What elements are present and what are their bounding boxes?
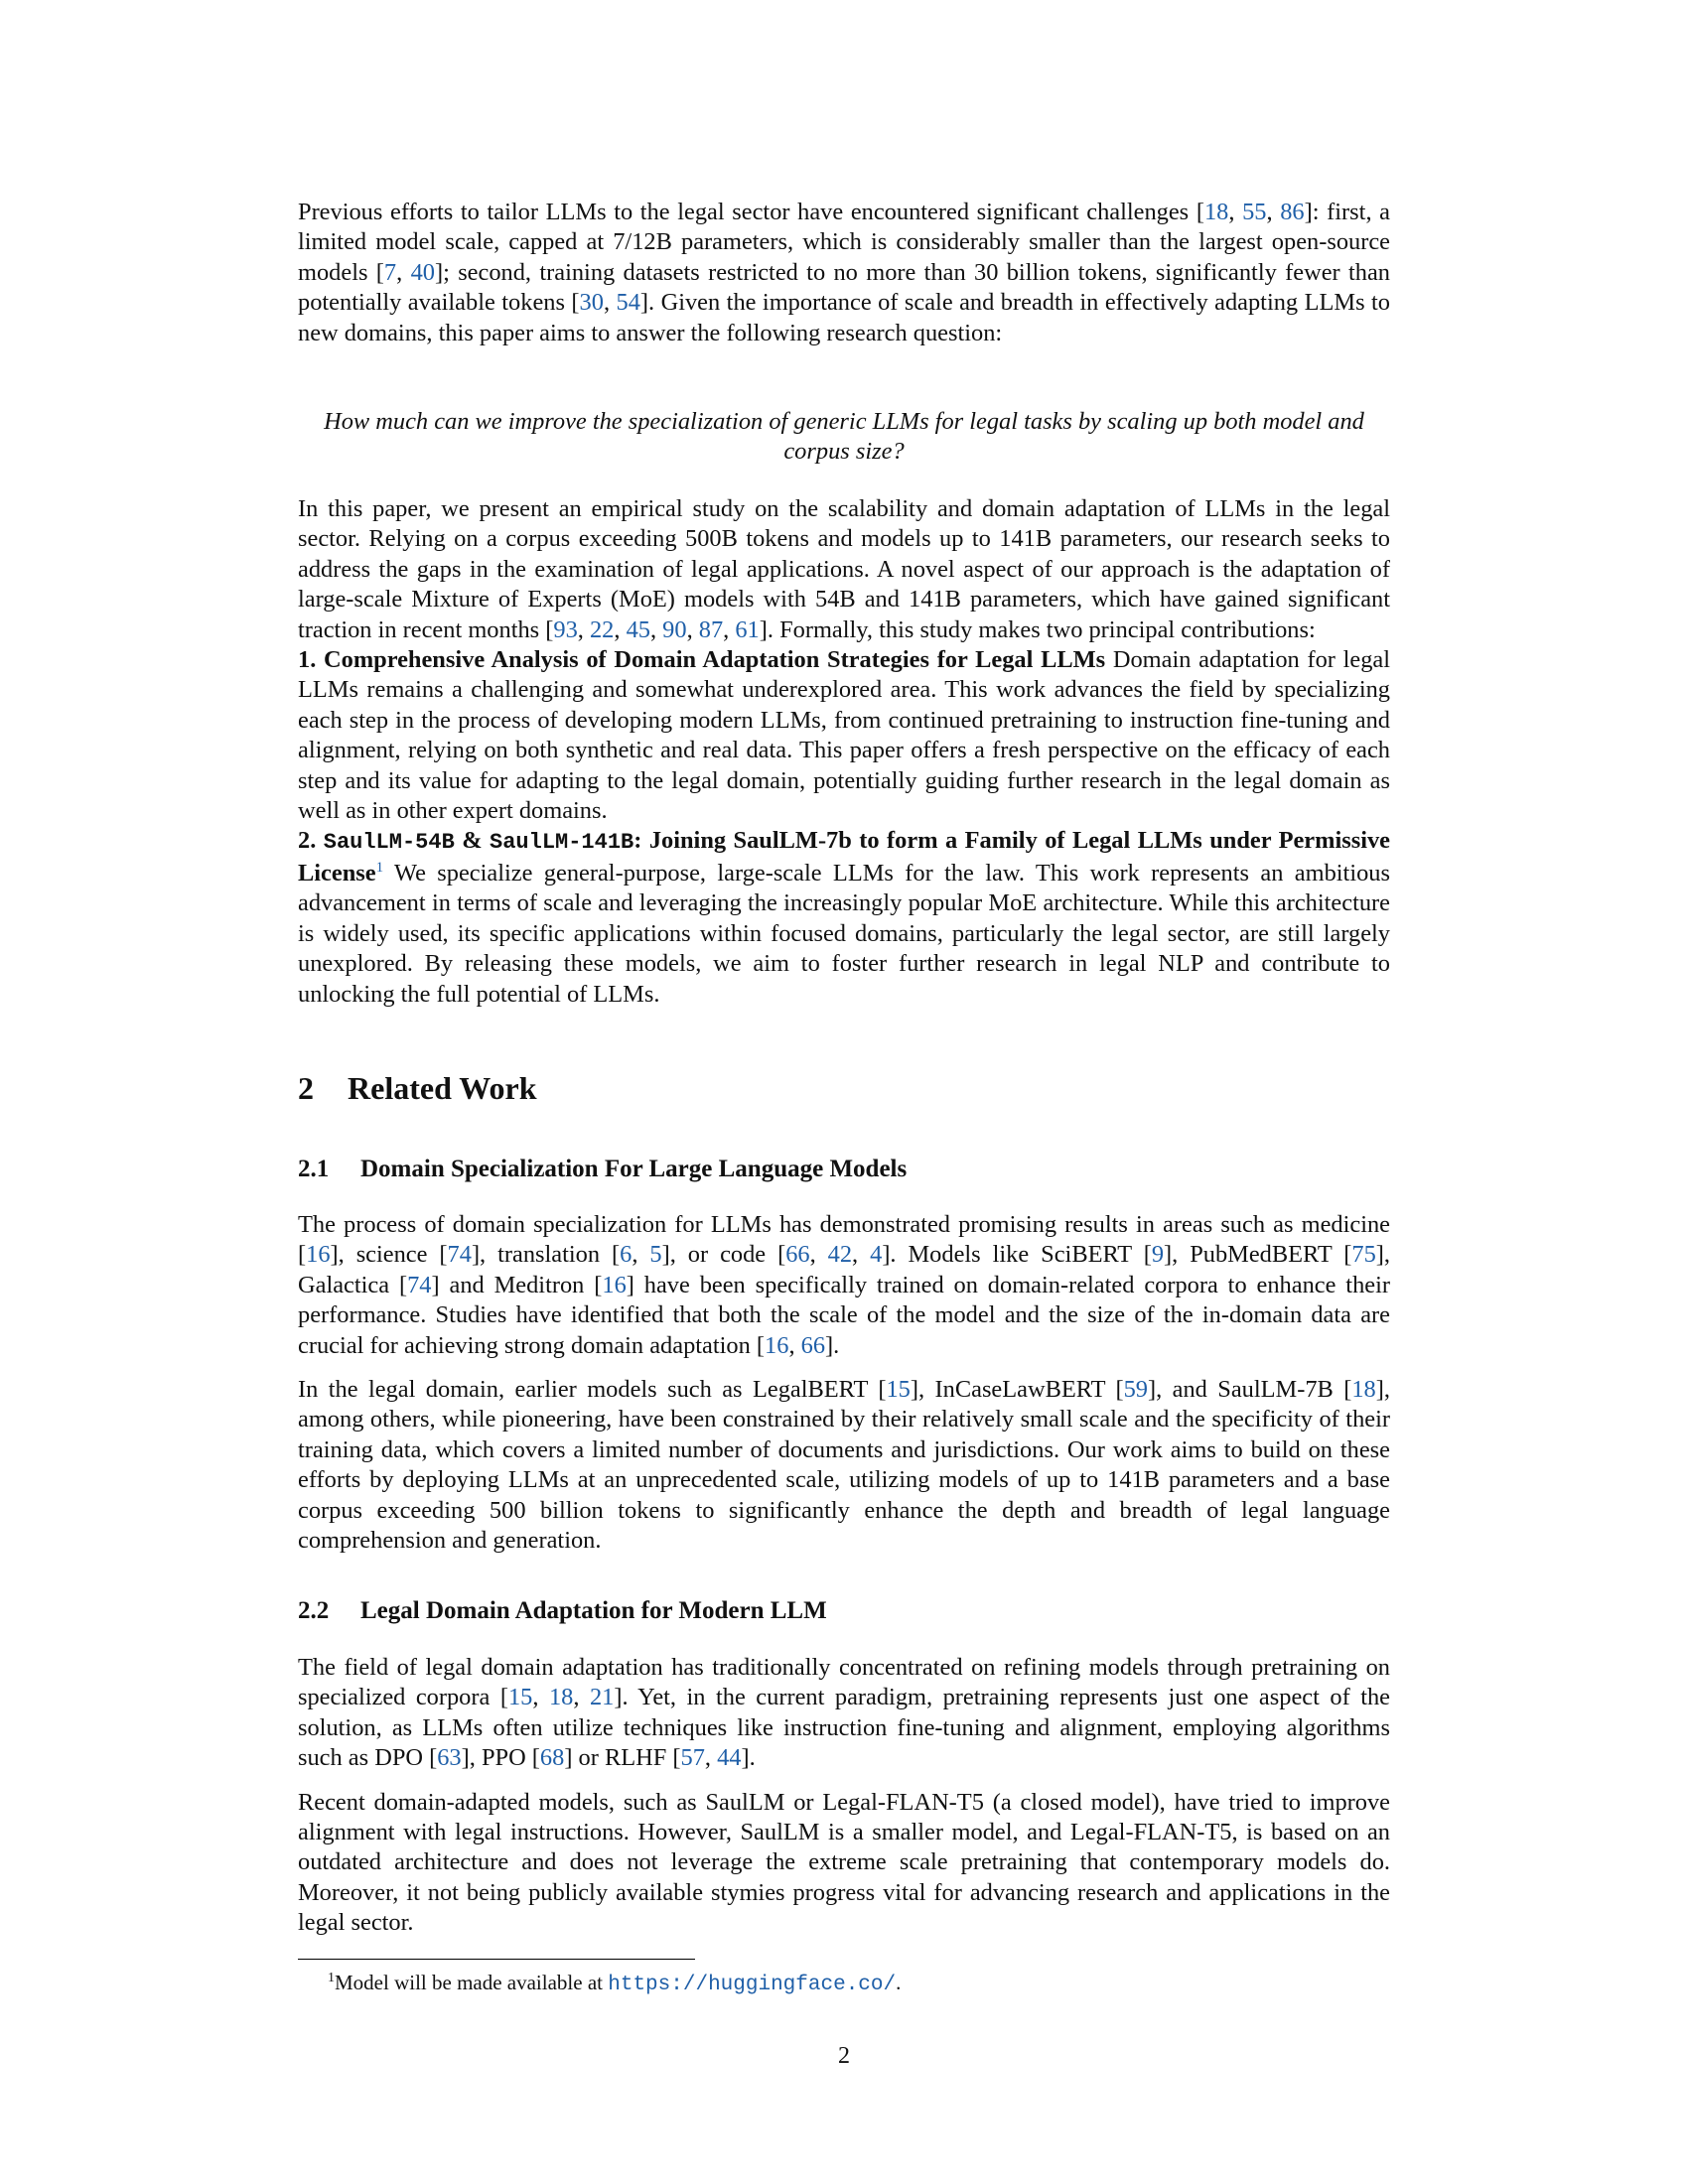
- citation-link[interactable]: 66: [785, 1241, 810, 1269]
- citation-link[interactable]: 15: [507, 1684, 533, 1711]
- citation-link[interactable]: 9: [1151, 1241, 1165, 1269]
- citation-link[interactable]: 59: [1123, 1376, 1148, 1404]
- citation-link[interactable]: 30: [579, 289, 604, 317]
- citation-link[interactable]: 75: [1351, 1241, 1376, 1269]
- citation-link[interactable]: 87: [698, 615, 724, 643]
- citation-link[interactable]: 86: [1280, 199, 1305, 225]
- citation-link[interactable]: 4: [870, 1241, 883, 1269]
- citation-link[interactable]: 68: [539, 1744, 565, 1772]
- subsection-heading: 2.2 Legal Domain Adaptation for Modern LLM: [298, 1597, 827, 1624]
- citation-link[interactable]: 7: [383, 258, 397, 286]
- citation-link[interactable]: 18: [1351, 1376, 1376, 1404]
- citation-link[interactable]: 18: [1203, 199, 1229, 225]
- contribution-2-heading: 2. SaulLM-54B & SaulLM-141B: Joining SaulLM-7b to form a Family of Legal LLMs under Permissive License: [298, 827, 1390, 887]
- citation-link[interactable]: 16: [765, 1331, 789, 1359]
- section-heading: 2 Related Work: [298, 1070, 537, 1106]
- citation-link[interactable]: 16: [602, 1271, 627, 1298]
- citation-link[interactable]: 74: [447, 1241, 472, 1269]
- intro-body: [298, 494, 1390, 1010]
- citation-link[interactable]: 16: [306, 1241, 331, 1269]
- citation-link[interactable]: 90: [662, 615, 687, 643]
- citation-link[interactable]: 61: [735, 615, 760, 643]
- subsection-2-2-body: [298, 1653, 1390, 1939]
- citation-link[interactable]: 6: [620, 1241, 633, 1269]
- paragraph: The field of legal domain adaptation has traditionally concentrated on refining models through pretraining on specialized corpora [15, 18, 21]. Yet, in the current paradigm, pretraining represents just one aspect of the solution, as LLMs often utilize techniques like instruction fine-tuning and alignment, employing algorithms such as DPO [63], PPO [68] or RLHF [57, 44].: [298, 1654, 1390, 1772]
- citation-link[interactable]: 40: [410, 258, 435, 286]
- citation-link[interactable]: 21: [589, 1684, 615, 1711]
- model-name-code: SaulLM-54B: [323, 830, 455, 856]
- citation-link[interactable]: 93: [553, 615, 578, 643]
- page-number: 2: [838, 2043, 850, 2069]
- paragraph: In the legal domain, earlier models such as LegalBERT [15], InCaseLawBERT [59], and SaulLM-7B [18], among others, while pioneering, have been constrained by their relatively small scale and the specificity of their training data, which covers a limited number of documents and jurisdictions. Our work aims to build on these efforts by deploying LLMs at an unprecedented scale, utilizing models of up to 141B parameters and a base corpus exceeding 500 billion tokens to significantly enhance the depth and breadth of legal language comprehension and generation.: [298, 1376, 1390, 1555]
- footnote-rule: [298, 1959, 695, 1960]
- citation-link[interactable]: 44: [717, 1744, 742, 1772]
- footnote-marker[interactable]: 1: [375, 859, 384, 876]
- intro-paragraph-1: Previous efforts to tailor LLMs to the legal sector have encountered significant challenges [18, 55, 86]: first, a limited model scale, capped at 7/12B parameters, which is considerably smaller than the largest open-source models [7, 40]; second, training datasets restricted to no more than 30 billion tokens, significantly fewer than potentially available tokens [30, 54]. Given the importance of scale and breadth in effectively adapting LLMs to new domains, this paper aims to answer the following research question:: [298, 199, 1391, 346]
- citation-link[interactable]: 5: [649, 1241, 662, 1269]
- paragraph: The process of domain specialization for LLMs has demonstrated promising results in areas such as medicine [16], science [74], translation [6, 5], or code [66, 42, 4]. Models like SciBERT [9], PubMedBERT [75], Galactica [74] and Meditron [16] have been specifically trained on domain-related corpora to enhance their performance. Studies have identified that both the scale of the model and the size of the in-domain data are crucial for achieving strong domain adaptation [16, 66].: [298, 1211, 1391, 1359]
- model-name-code: SaulLM-141B: [490, 830, 634, 856]
- citation-link[interactable]: 42: [827, 1241, 853, 1269]
- citation-link[interactable]: 74: [407, 1271, 432, 1298]
- citation-link[interactable]: 66: [800, 1331, 826, 1359]
- citation-link[interactable]: 57: [680, 1744, 705, 1772]
- subsection-heading: 2.1 Domain Specialization For Large Language Models: [298, 1156, 908, 1182]
- citation-link[interactable]: 45: [626, 615, 650, 643]
- citation-link[interactable]: 55: [1242, 199, 1267, 225]
- subsection-2-1-body: [298, 1210, 1390, 1556]
- citation-link[interactable]: 22: [589, 615, 615, 643]
- contribution-1: 1. Comprehensive Analysis of Domain Adaptation Strategies for Legal LLMs Domain adaptation for legal LLMs remains a challenging and somewhat underexplored area. This work advances the field by specializing each step in the process of developing modern LLMs, from continued pretraining to instruction fine-tuning and alignment, relying on both synthetic and real data. This paper offers a fresh perspective on the efficacy of each step and its value for adapting to the legal domain, potentially guiding further research in the legal domain as well as in other expert domains.: [298, 646, 1390, 825]
- research-question: How much can we improve the specialization of generic LLMs for legal tasks by scaling up both model and corpus size?: [324, 408, 1364, 466]
- footnote: $^1$Model will be made available at https://huggingface.co/.: [328, 1971, 902, 1996]
- intro-paragraph-2: In this paper, we present an empirical study on the scalability and domain adaptation of LLMs in the legal sector. Relying on a corpus exceeding 500B tokens and models up to 141B parameters, our research seeks to address the gaps in the examination of legal applications. A novel aspect of our approach is the adaptation of large-scale Mixture of Experts (MoE) models with 54B and 141B parameters, which have gained significant traction in recent months [93, 22, 45, 90, 87, 61]. Formally, this study makes two principal contributions:: [298, 495, 1390, 643]
- contribution-2: 2. SaulLM-54B & SaulLM-141B: Joining SaulLM-7b to form a Family of Legal LLMs under Permissive License$^1$ We specialize general-purpose, large-scale LLMs for the law. This work represents an ambitious advancement in terms of scale and leveraging the increasingly popular MoE architecture. While this architecture is widely used, its specific applications within focused domains, particularly the legal sector, are still largely unexplored. By releasing these models, we aim to foster further research in legal NLP and contribute to unlocking the full potential of LLMs.: [298, 827, 1390, 1008]
- citation-link[interactable]: 54: [616, 289, 640, 317]
- citation-link[interactable]: 18: [548, 1684, 574, 1711]
- footnote-url-link[interactable]: https://huggingface.co/: [608, 1974, 897, 1996]
- contribution-1-heading: 1. Comprehensive Analysis of Domain Adaptation Strategies for Legal LLMs: [298, 646, 1106, 674]
- citation-link[interactable]: 15: [886, 1376, 911, 1404]
- paragraph: Recent domain-adapted models, such as SaulLM or Legal-FLAN-T5 (a closed model), have tried to improve alignment with legal instructions. However, SaulLM is a smaller model, and Legal-FLAN-T5, is based on an outdated architecture and does not leverage the extreme scale pretraining that contemporary models do. Moreover, it not being publicly available stymies progress vital for advancing research and applications in the legal sector.: [298, 1788, 1390, 1937]
- citation-link[interactable]: 63: [437, 1744, 462, 1772]
